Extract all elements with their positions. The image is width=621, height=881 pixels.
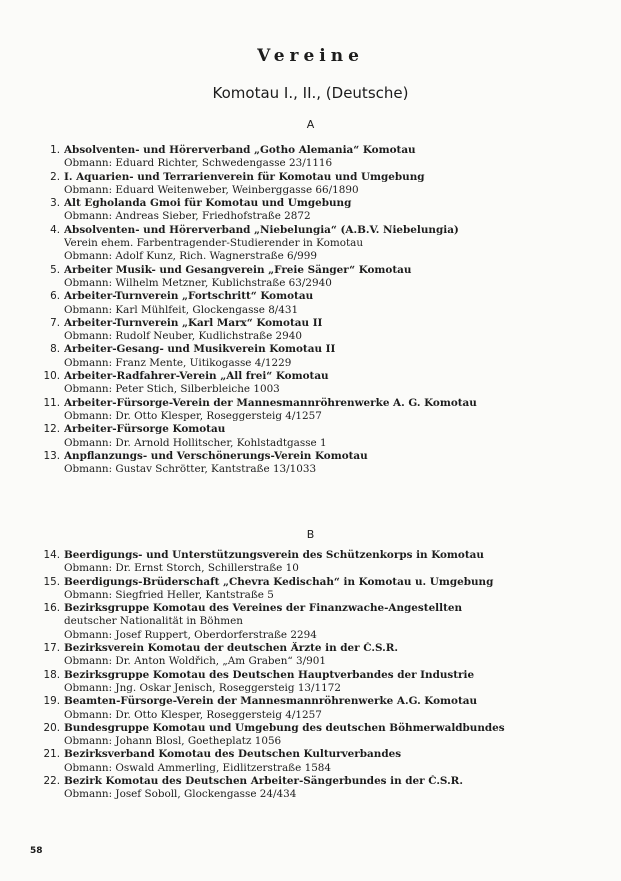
- entry-title: Bezirksgruppe Komotau des Deutschen Hauptverbandes der Industrie: [64, 668, 475, 681]
- list-item: [34, 264, 584, 291]
- entry-number: 17.: [43, 642, 60, 655]
- section-letter-a: A: [306, 118, 315, 131]
- entry-title: Arbeiter-Turnverein „Fortschritt“ Komotau: [64, 290, 314, 303]
- entry-title: Absolventen- und Hörerverband „Gotho Alemania“ Komotau: [64, 144, 416, 156]
- entry-number: 2.: [50, 170, 60, 183]
- entry-title: Arbeiter-Fürsorge Komotau: [64, 423, 226, 436]
- entry-chairman: Obmann: Josef Soboll, Glockengasse 24/434: [64, 788, 297, 801]
- list-item: [34, 343, 584, 370]
- entry-title: Arbeiter-Radfahrer-Verein „All frei“ Komotau: [64, 370, 329, 383]
- entry-subtitle: deutscher Nationalität in Böhmen: [64, 615, 243, 628]
- list-item: [34, 197, 584, 224]
- list-item: [34, 642, 584, 669]
- entry-number: 10.: [43, 370, 60, 383]
- entry-number: 13.: [43, 449, 60, 462]
- entry-chairman: Obmann: Johann Blosl, Goetheplatz 1056: [64, 735, 282, 748]
- entry-title: Arbeiter-Fürsorge-Verein der Mannesmannröhrenwerke A. G. Komotau: [64, 396, 477, 409]
- entry-number: 14.: [43, 549, 60, 561]
- list-item: [34, 602, 584, 642]
- list-item: [34, 423, 584, 450]
- entry-chairman: Obmann: Dr. Ernst Storch, Schillerstraße 10: [64, 562, 299, 575]
- list-item: [34, 144, 584, 171]
- entry-title: Bundesgruppe Komotau und Umgebung des deutschen Böhmerwaldbundes: [64, 721, 505, 734]
- entry-number: 15.: [43, 575, 60, 588]
- page-title: Vereine: [257, 46, 364, 66]
- list-item: [34, 290, 584, 317]
- entry-number: 18.: [43, 668, 60, 681]
- entry-number: 21.: [43, 748, 60, 761]
- entry-chairman: Obmann: Dr. Otto Klesper, Roseggersteig 4/1257: [64, 409, 322, 422]
- list-item: [34, 370, 584, 397]
- page-subtitle: Komotau I., II., (Deutsche): [212, 84, 409, 102]
- section-a-list: [34, 144, 584, 476]
- section-b-list: [34, 549, 584, 802]
- list-item: [34, 549, 584, 576]
- list-item: [34, 317, 584, 344]
- entry-number: 11.: [43, 396, 60, 409]
- entry-number: 19.: [43, 695, 60, 708]
- entry-chairman: Obmann: Rudolf Neuber, Kudlichstraße 2940: [64, 330, 303, 343]
- entry-chairman: Obmann: Jng. Oskar Jenisch, Roseggersteig 13/1172: [64, 681, 341, 694]
- list-item: [34, 775, 584, 802]
- list-item: [34, 722, 584, 749]
- section-letter-b: B: [306, 528, 315, 541]
- entry-subtitle: Verein ehem. Farbentragender-Studierender in Komotau: [64, 237, 364, 250]
- entry-chairman: Obmann: Eduard Richter, Schwedengasse 23/1116: [64, 157, 333, 170]
- entry-chairman: Obmann: Andreas Sieber, Friedhofstraße 2872: [64, 210, 311, 223]
- entry-number: 20.: [43, 721, 60, 734]
- entry-number: 16.: [43, 602, 60, 615]
- entry-number: 22.: [43, 775, 60, 788]
- page-number: 58: [30, 846, 43, 856]
- list-item: [34, 397, 584, 424]
- entry-chairman: Obmann: Eduard Weitenweber, Weinberggasse 66/1890: [64, 183, 359, 196]
- entry-title: Alt Egholanda Gmoi für Komotau und Umgebung: [64, 197, 352, 210]
- entry-number: 7.: [50, 316, 60, 329]
- list-item: [34, 576, 584, 603]
- entry-number: 4.: [50, 223, 60, 236]
- list-item: [34, 669, 584, 696]
- list-item: [34, 171, 584, 198]
- entry-title: Arbeiter-Gesang- und Musikverein Komotau II: [64, 343, 336, 356]
- entry-title: Bezirksverband Komotau des Deutschen Kulturverbandes: [64, 748, 402, 761]
- entry-chairman: Obmann: Dr. Otto Klesper, Roseggersteig 4/1257: [64, 708, 322, 721]
- entry-chairman: Obmann: Adolf Kunz, Rich. Wagnerstraße 6/999: [64, 250, 317, 263]
- entry-title: Absolventen- und Hörerverband „Niebelungia“ (A.B.V. Niebelungia): [64, 223, 459, 236]
- list-item: [34, 450, 584, 477]
- entry-number: 12.: [43, 423, 60, 436]
- entry-number: 5.: [50, 263, 60, 276]
- entry-title: Bezirksgruppe Komotau des Vereines der Finanzwache-Angestellten: [64, 602, 463, 615]
- list-item: [34, 224, 584, 264]
- entry-chairman: Obmann: Josef Ruppert, Oberdorferstraße 2294: [64, 628, 317, 641]
- entry-title: Beerdigungs- und Unterstützungsverein des Schützenkorps in Komotau: [64, 549, 484, 561]
- entry-chairman: Obmann: Siegfried Heller, Kantstraße 5: [64, 588, 274, 601]
- entry-title: I. Aquarien- und Terrarienverein für Komotau und Umgebung: [64, 170, 425, 183]
- list-item: [34, 748, 584, 775]
- entry-chairman: Obmann: Wilhelm Metzner, Kublichstraße 63/2940: [64, 276, 332, 289]
- entry-chairman: Obmann: Peter Stich, Silberbleiche 1003: [64, 383, 280, 396]
- list-item: [34, 695, 584, 722]
- entry-title: Arbeiter-Turnverein „Karl Marx“ Komotau II: [64, 316, 323, 329]
- entry-title: Bezirksverein Komotau der deutschen Ärzte in der Č.S.R.: [64, 642, 398, 655]
- entry-chairman: Obmann: Dr. Arnold Hollitscher, Kohlstadtgasse 1: [64, 436, 327, 449]
- entry-chairman: Obmann: Franz Mente, Uitikogasse 4/1229: [64, 356, 292, 369]
- entry-title: Anpflanzungs- und Verschönerungs-Verein Komotau: [64, 449, 368, 462]
- entry-title: Beerdigungs-Brüderschaft „Chevra Kedischah“ in Komotau u. Umgebung: [64, 575, 494, 588]
- entry-title: Arbeiter Musik- und Gesangverein „Freie Sänger“ Komotau: [64, 263, 412, 276]
- entry-chairman: Obmann: Gustav Schrötter, Kantstraße 13/1033: [64, 463, 317, 476]
- entry-number: 8.: [50, 343, 60, 356]
- entry-chairman: Obmann: Oswald Ammerling, Eidlitzerstraße 1584: [64, 761, 332, 774]
- entry-chairman: Obmann: Karl Mühlfeit, Glockengasse 8/431: [64, 303, 299, 316]
- entry-title: Beamten-Fürsorge-Verein der Mannesmannröhrenwerke A.G. Komotau: [64, 695, 478, 708]
- entry-number: 6.: [50, 290, 60, 303]
- entry-title: Bezirk Komotau des Deutschen Arbeiter-Sängerbundes in der Č.S.R.: [64, 775, 463, 788]
- entry-chairman: Obmann: Dr. Anton Woldřich, „Am Graben“ 3/901: [64, 655, 326, 668]
- entry-number: 3.: [50, 197, 60, 210]
- entry-number: 1.: [50, 144, 60, 156]
